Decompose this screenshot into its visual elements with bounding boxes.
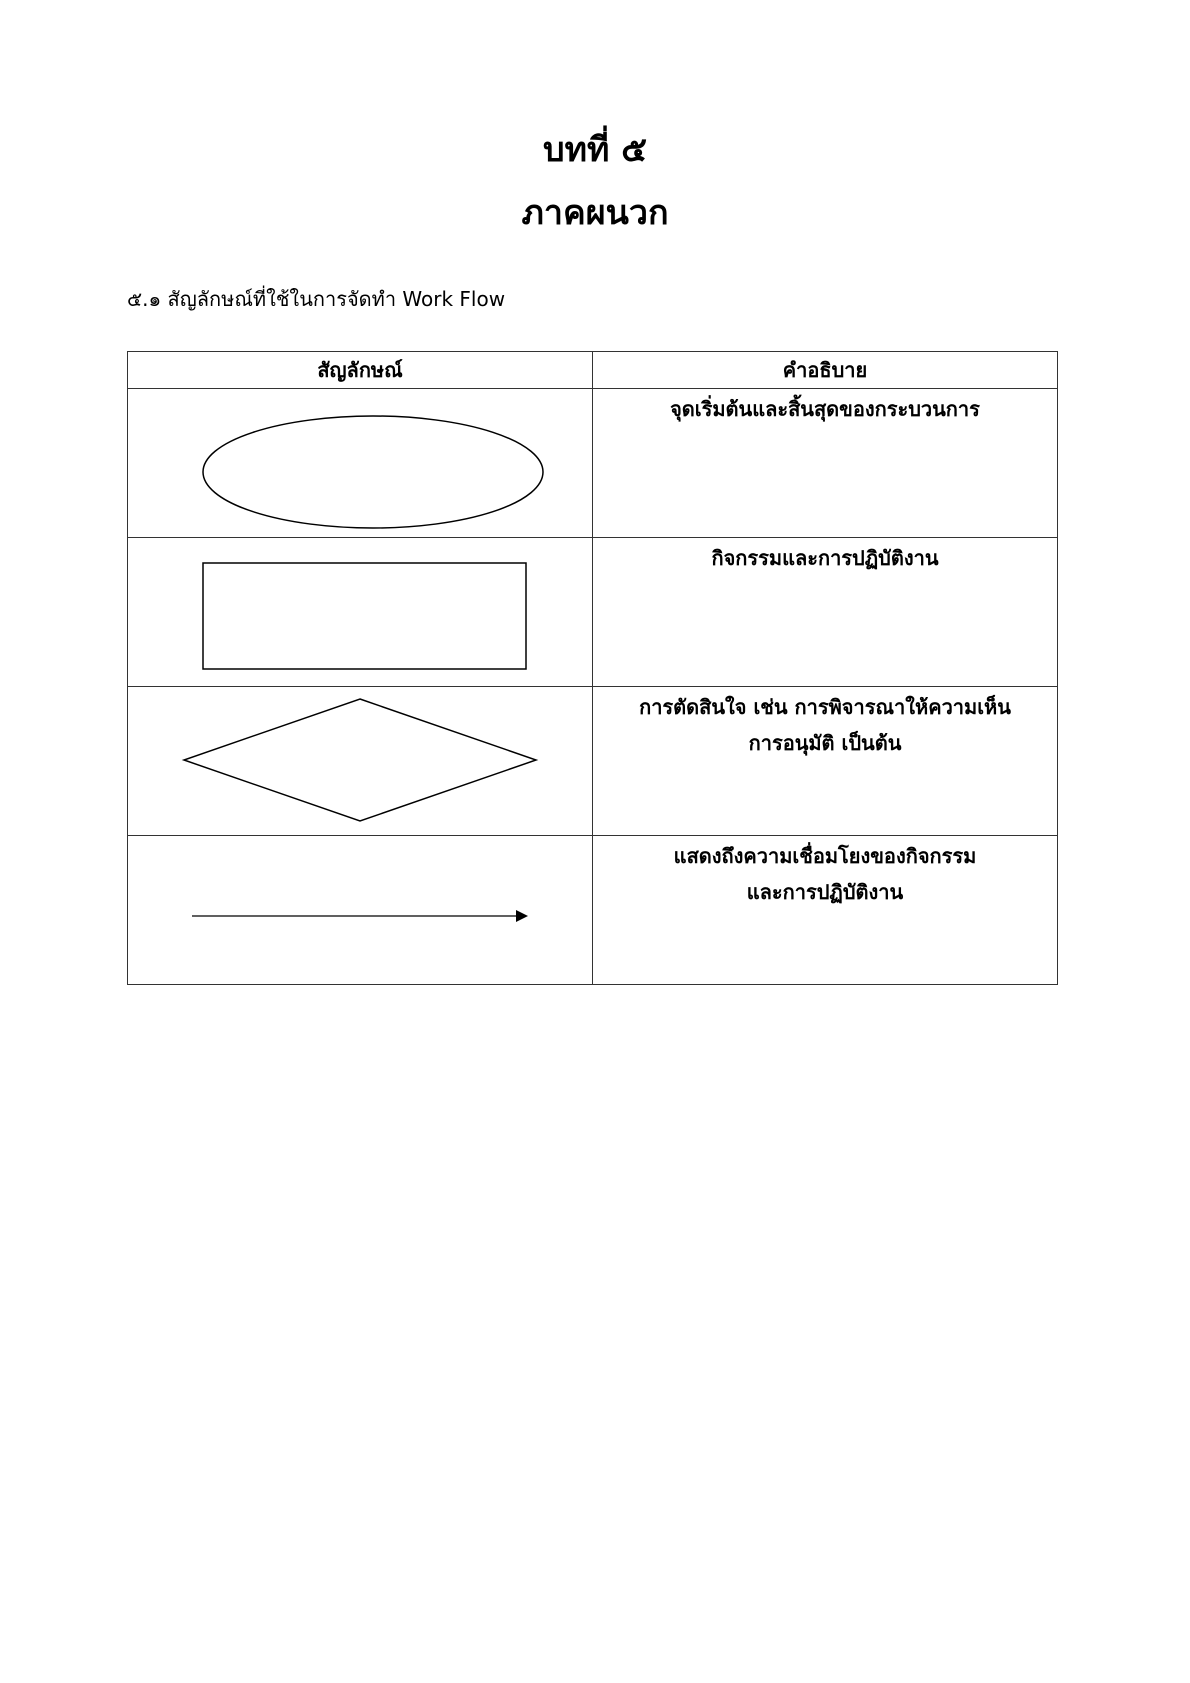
diamond-symbol-icon [128,687,593,833]
table-header-row [128,352,1058,389]
decision-diamond-icon [184,699,536,821]
arrowhead-icon [516,910,528,922]
description-line: แสดงถึงความเชื่อมโยงของกิจกรรม [673,844,977,868]
description-line: กิจกรรมและการปฏิบัติงาน [711,546,939,570]
table-row [128,389,1058,538]
symbol-cell [128,389,593,538]
description-line: การอนุมัติ เป็นต้น [748,731,902,755]
arrow-symbol-icon [128,836,593,982]
chapter-title: บทที่ ๕ [543,130,647,170]
description-cell [593,389,1058,538]
description-cell [593,687,1058,836]
description-line: การตัดสินใจ เช่น การพิจารณาให้ความเห็น [639,695,1011,719]
header-description: คำอธิบาย [593,352,1058,389]
description-line: และการปฏิบัติงาน [746,880,904,904]
description-cell [593,836,1058,985]
table-row [128,836,1058,985]
symbol-cell [128,687,593,836]
terminator-ellipse-icon [203,416,543,528]
rectangle-symbol-icon [128,538,593,684]
section-heading: ๕.๑ สัญลักษณ์ที่ใช้ในการจัดทำ Work Flow [127,287,506,311]
symbol-cell [128,836,593,985]
ellipse-symbol-icon [128,389,593,535]
description-line: จุดเริ่มต้นและสิ้นสุดของกระบวนการ [670,397,980,421]
symbols-table [127,351,1058,985]
table-row [128,538,1058,687]
process-rectangle-icon [203,563,526,669]
appendix-title: ภาคผนวก [521,193,669,233]
header-symbol: สัญลักษณ์ [128,352,593,389]
table-row [128,687,1058,836]
description-cell [593,538,1058,687]
symbol-cell [128,538,593,687]
